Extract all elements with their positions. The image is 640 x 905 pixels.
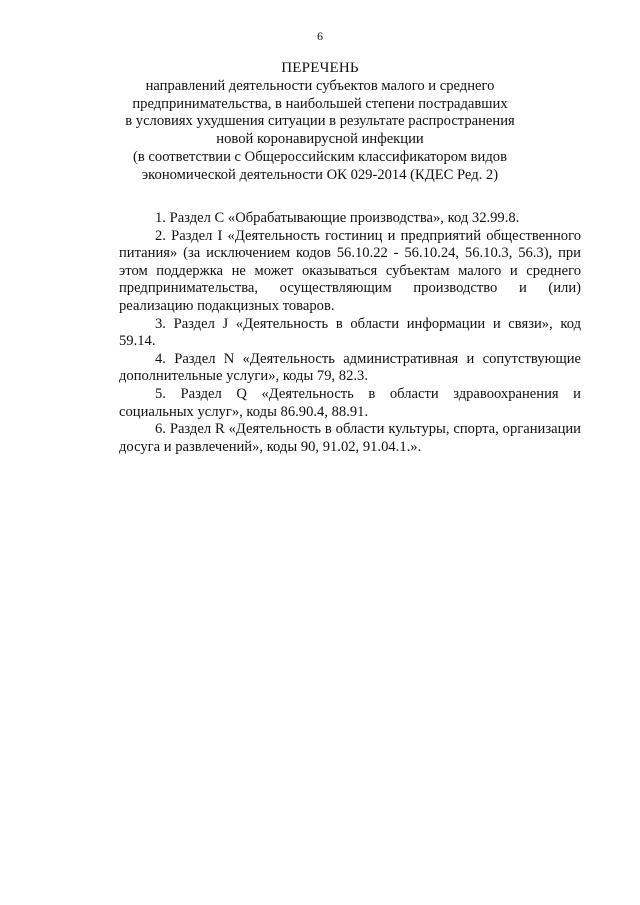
subtitle-line-2: предпринимательства, в наибольшей степени пострадавших [132,95,508,112]
list-item-5: 5. Раздел Q «Деятельность в области здравоохранения и социальных услуг», коды 86.90.4, 88.91. [119,385,581,420]
title-block [0,60,640,185]
subtitle-line-3: в условиях ухудшения ситуации в результате распространения [125,113,515,130]
list-item-4: 4. Раздел N «Деятельность административная и сопутствующие дополнительные услуги», коды 79, 82.3. [119,350,581,385]
list-item-1: 1. Раздел C «Обрабатывающие производства», код 32.99.8. [155,210,520,226]
subtitle-line-4: новой коронавирусной инфекции [216,131,424,148]
list-item-6: 6. Раздел R «Деятельность в области культуры, спорта, организации досуга и развлечений», коды 90, 91.02, 91.04.1.». [119,421,581,455]
subtitle-line-6: экономической деятельности ОК 029-2014 (КДЕС Ред. 2) [141,166,499,183]
list-body [119,210,581,456]
subtitle-line-1: направлений деятельности субъектов малого и среднего [145,77,495,94]
document-title: ПЕРЕЧЕНЬ [281,60,359,76]
page-number: 6 [317,29,323,43]
list-item-2: 2. Раздел I «Деятельность гостиниц и предприятий общественного питания» (за исключением кодов 56.10.22 - 56.10.24, 56.10.3, 56.3), при этом поддержка не может оказываться субъектам малого и среднего предпринимательства, осуществляющим производство и (или) реализацию подакцизных товаров. [119,227,581,314]
list-item-3: 3. Раздел J «Деятельность в области информации и связи», код 59.14. [119,315,581,350]
subtitle-line-5: (в соответствии с Общероссийским классификатором видов [133,148,507,165]
